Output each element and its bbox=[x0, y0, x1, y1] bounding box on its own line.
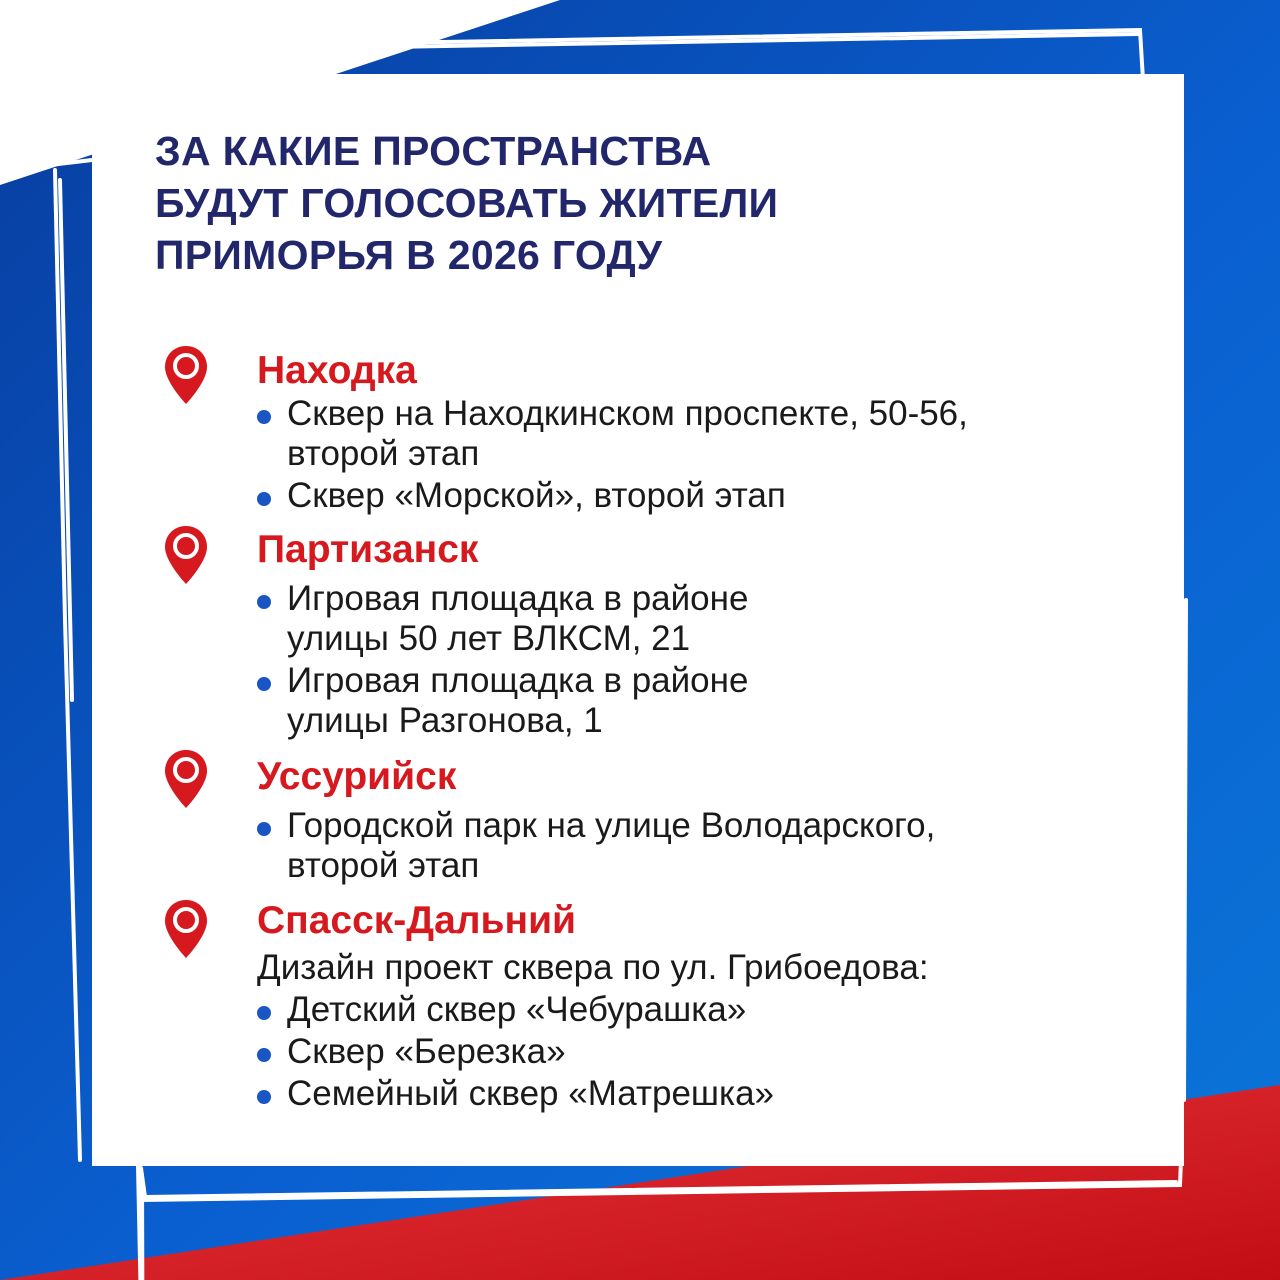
title-line-2: БУДУТ ГОЛОСОВАТЬ ЖИТЕЛИ bbox=[155, 180, 779, 226]
list-spassk-dalniy bbox=[257, 990, 774, 1116]
page-title bbox=[155, 125, 1115, 281]
list-item: Сквер «Морской», второй этап bbox=[257, 476, 968, 516]
bullet-dot-icon bbox=[257, 410, 271, 424]
bullet-dot-icon bbox=[257, 1090, 271, 1104]
section-note: Дизайн проект сквера по ул. Грибоедова: bbox=[257, 948, 929, 987]
bullet-dot-icon bbox=[257, 492, 271, 506]
bullet-dot-icon bbox=[257, 595, 271, 609]
city-ussuriysk: Уссурийск bbox=[257, 755, 457, 798]
list-item: Детский сквер «Чебурашка» bbox=[257, 990, 774, 1030]
map-pin-icon bbox=[162, 898, 210, 960]
map-pin-icon bbox=[162, 524, 210, 586]
bullet-dot-icon bbox=[257, 1006, 271, 1020]
bullet-dot-icon bbox=[257, 1048, 271, 1062]
list-item: Сквер на Находкинском проспекте, 50-56, второй этап bbox=[257, 394, 968, 474]
list-item: Городской парк на улице Володарского, второй этап bbox=[257, 806, 935, 886]
bullet-dot-icon bbox=[257, 822, 271, 836]
list-item: Сквер «Березка» bbox=[257, 1032, 774, 1072]
map-pin-icon bbox=[162, 748, 210, 810]
title-line-1: ЗА КАКИЕ ПРОСТРАНСТВА bbox=[155, 128, 712, 174]
city-partizansk: Партизанск bbox=[257, 528, 479, 571]
bullet-dot-icon bbox=[257, 677, 271, 691]
list-partizansk bbox=[257, 579, 748, 743]
map-pin-icon bbox=[162, 344, 210, 406]
list-item: Семейный сквер «Матрешка» bbox=[257, 1074, 774, 1114]
title-line-3: ПРИМОРЬЯ В 2026 ГОДУ bbox=[155, 232, 663, 278]
list-item: Игровая площадка в районе улицы Разгонова, 1 bbox=[257, 661, 748, 741]
city-nakhodka: Находка bbox=[257, 349, 417, 392]
list-ussuriysk bbox=[257, 806, 935, 888]
list-item: Игровая площадка в районе улицы 50 лет ВЛКСМ, 21 bbox=[257, 579, 748, 659]
city-spassk-dalniy: Спасск-Дальний bbox=[257, 899, 577, 942]
list-nakhodka bbox=[257, 394, 968, 518]
